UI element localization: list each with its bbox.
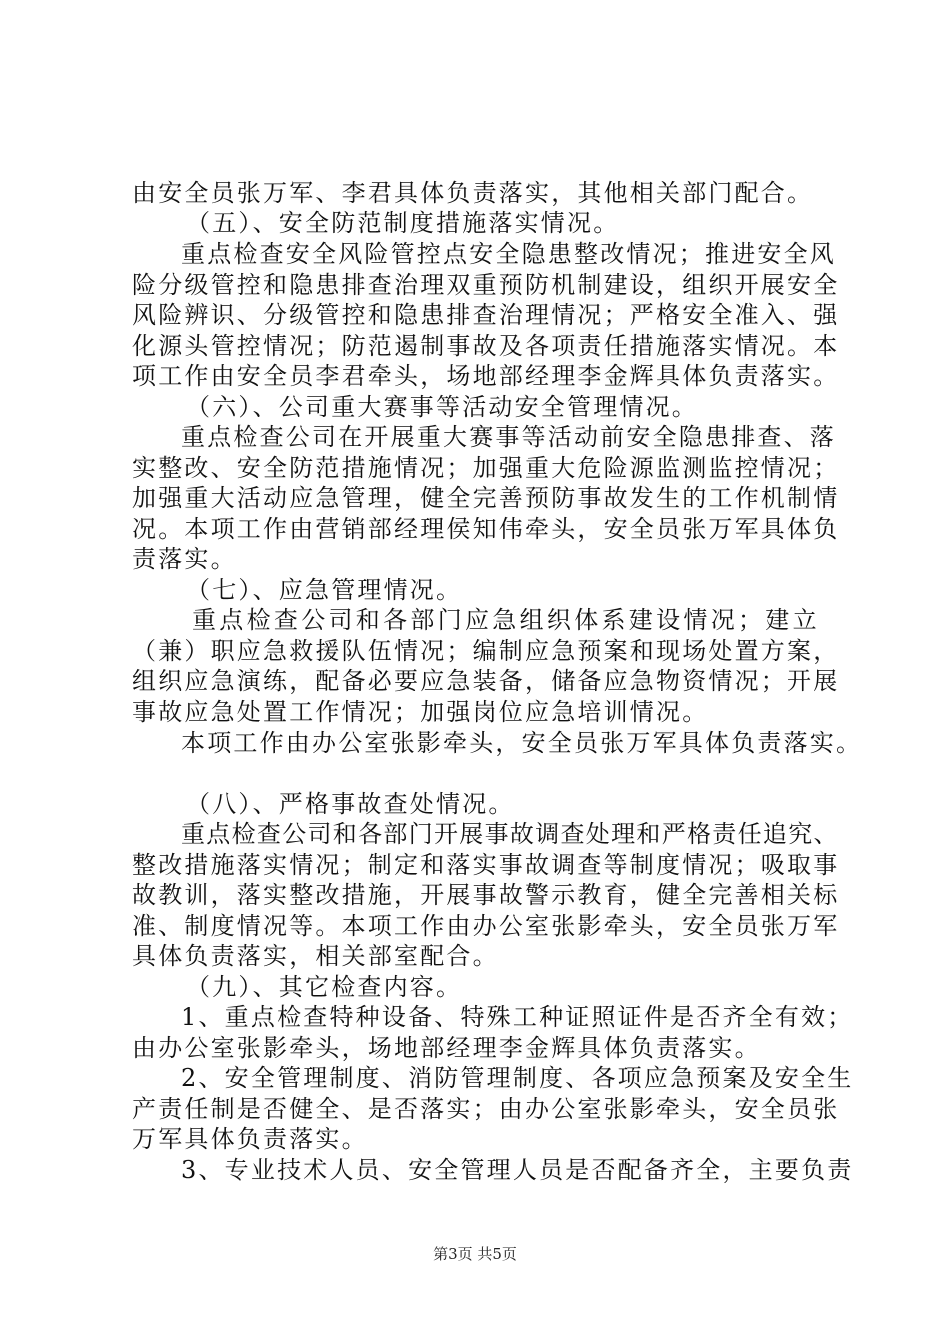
text-line: 风险辨识、分级管控和隐患排查治理情况；严格安全准入、强 [132,301,840,329]
text-line: 整改措施落实情况；制定和落实事故调查等制度情况；吸取事 [132,851,840,879]
text-line: 重点检查公司和各部门应急组织体系建设情况；建立 [192,606,820,634]
text-line: 由安全员张万军、李君具体负责落实，其他相关部门配合。 [132,179,814,207]
section-heading-5: （五）、安全防范制度措施落实情况。 [186,209,620,237]
section-heading-8: （八）、严格事故查处情况。 [186,790,515,818]
text-line: 组织应急演练，配备必要应急装备，储备应急物资情况；开展 [132,667,840,695]
list-item-1: 1、重点检查特种设备、特殊工种证照证件是否齐全有效； [181,1003,854,1031]
section-heading-6: （六）、公司重大赛事等活动安全管理情况。 [186,393,698,421]
list-item-3: 3、专业技术人员、安全管理人员是否配备齐全，主要负责 [181,1156,854,1184]
text-line: 加强重大活动应急管理，健全完善预防事故发生的工作机制情 [132,484,840,512]
text-line: 责落实。 [132,545,237,573]
text-line: 重点检查公司在开展重大赛事等活动前安全隐患排查、落 [181,423,836,451]
text-line: 产责任制是否健全、是否落实；由办公室张影牵头，安全员张 [132,1095,840,1123]
text-line: 具体负责落实，相关部室配合。 [132,942,499,970]
text-line: 万军具体负责落实。 [132,1125,368,1153]
list-item-2: 2、安全管理制度、消防管理制度、各项应急预案及安全生 [181,1064,854,1092]
text-line: 项工作由安全员李君牵头，场地部经理李金辉具体负责落实。 [132,362,840,390]
text-line: 准、制度情况等。本项工作由办公室张影牵头，安全员张万军 [132,912,840,940]
text-line: 重点检查公司和各部门开展事故调查处理和严格责任追究、 [181,820,839,848]
text-line: 本项工作由办公室张影牵头，安全员张万军具体负责落实。 [181,729,863,757]
text-line: 故教训，落实整改措施，开展事故警示教育，健全完善相关标 [132,881,840,909]
text-line: 险分级管控和隐患排查治理双重预防机制建设，组织开展安全 [132,271,840,299]
text-line: （兼）职应急救援队伍情况；编制应急预案和现场处置方案， [132,637,840,665]
section-heading-9: （九）、其它检查内容。 [186,973,463,1001]
text-line: 况。本项工作由营销部经理侯知伟牵头，安全员张万军具体负 [132,515,840,543]
text-line: 重点检查安全风险管控点安全隐患整改情况；推进安全风 [181,240,836,268]
text-line: 事故应急处置工作情况；加强岗位应急培训情况。 [132,698,709,726]
page-number-footer: 第3页 共5页 [433,1245,517,1263]
text-line: 由办公室张影牵头，场地部经理李金辉具体负责落实。 [132,1034,761,1062]
section-heading-7: （七）、应急管理情况。 [186,576,463,604]
text-line: 实整改、安全防范措施情况；加强重大危险源监测监控情况； [132,454,840,482]
text-line: 化源头管控情况；防范遏制事故及各项责任措施落实情况。本 [132,332,840,360]
